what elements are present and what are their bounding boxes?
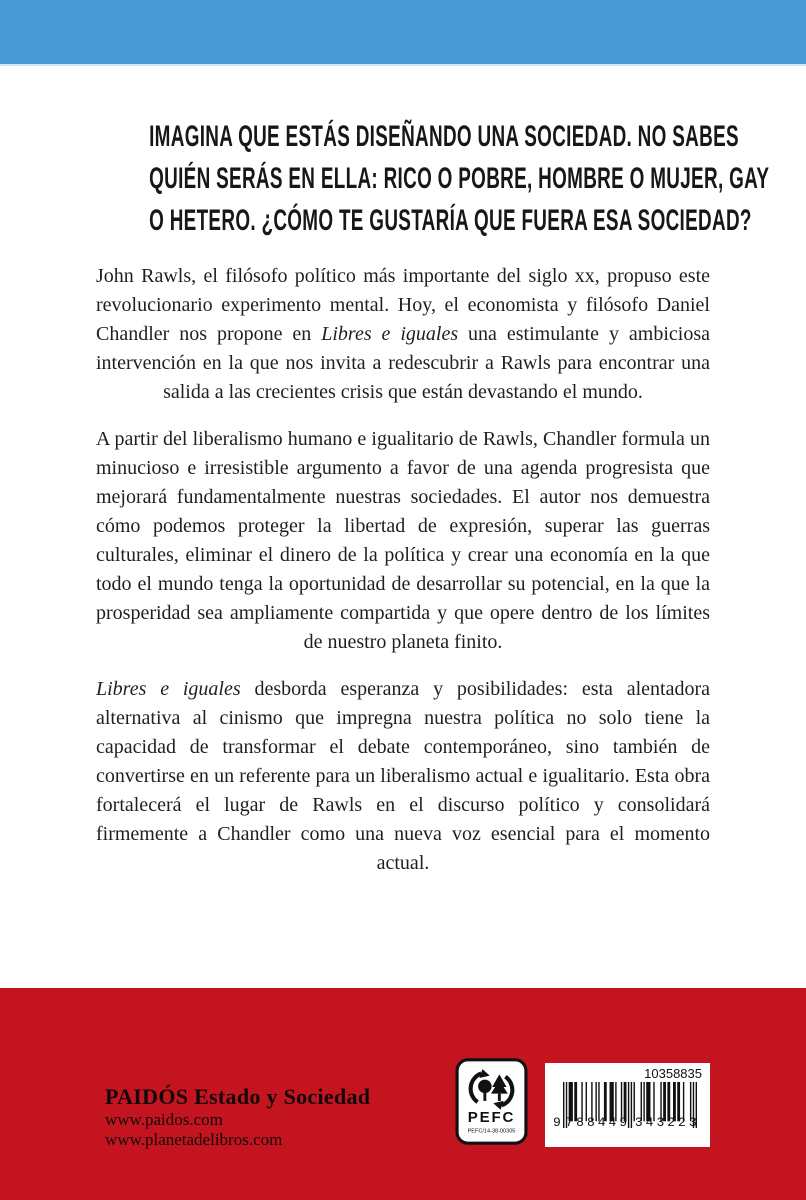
imprint-block <box>105 1084 370 1149</box>
headline-line-1: IMAGINA QUE ESTÁS DISEÑANDO UNA SOCIEDAD. NO SABES <box>149 120 739 153</box>
body-paragraph: A partir del liberalismo humano e igualitario de Rawls, Chandler formula un minucioso e irresistible argumento a favor de una agenda progresista que mejorará fundamentalmente nuestras sociedades. El autor nos demuestra cómo podemos proteger la libertad de expresión, superar las guerras culturales, eliminar el dinero de la política y crear una economía en la que todo el mundo tenga la oportunidad de desarrollar su potencial, en la que la prosperidad sea ampliamente compartida y que opere dentro de los límites de nuestro planeta finito. <box>96 428 710 653</box>
imprint-url-planetadelibros: www.planetadelibros.com <box>105 1129 283 1149</box>
footer-red-band <box>0 988 806 1200</box>
isbn-digit-group-3: 343223 <box>634 1115 700 1130</box>
top-blue-band <box>0 0 806 66</box>
headline-line-3: O HETERO. ¿CÓMO TE GUSTARÍA QUE FUERA ESA SOCIEDAD? <box>149 204 752 237</box>
barcode <box>545 1063 710 1147</box>
body-copy <box>96 262 710 878</box>
pefc-cert-number: PEFC/14-38-00305 <box>467 1128 516 1135</box>
barcode-sku: 10358835 <box>644 1066 702 1081</box>
isbn-digit-group-1: 9 <box>553 1115 561 1130</box>
body-paragraph: Libres e iguales desborda esperanza y posibilidades: esta alentadora alternativa al cinismo que impregna nuestra política no solo tiene la capacidad de transformar el debate contemporáneo, sino también de convertirse en un referente para un liberalismo actual e igualitario. Esta obra fortalecerá el lugar de Rawls en el discurso político y consolidará firmemente a Chandler como una nueva voz esencial para el momento actual. <box>96 678 710 874</box>
imprint-title: PAIDÓS Estado y Sociedad <box>105 1084 371 1109</box>
pefc-label: PEFC <box>467 1109 516 1127</box>
isbn-digit-group-2: 788449 <box>565 1115 631 1130</box>
headline <box>149 66 770 242</box>
pefc-logo <box>455 1058 528 1145</box>
headline-line-2: QUIÉN SERÁS EN ELLA: RICO O POBRE, HOMBRE O MUJER, GAY <box>149 162 770 195</box>
barcode-isbn <box>553 1116 702 1130</box>
imprint-url-paidos: www.paidos.com <box>105 1110 223 1129</box>
body-paragraph: John Rawls, el filósofo político más importante del siglo xx, propuso este revolucionario experimento mental. Hoy, el economista y filósofo Daniel Chandler nos propone en Libres e iguales una estimulante y ambiciosa intervención en la que nos invita a redescubrir a Rawls para encontrar una salida a las crecientes crisis que están devastando el mundo. <box>96 265 710 403</box>
